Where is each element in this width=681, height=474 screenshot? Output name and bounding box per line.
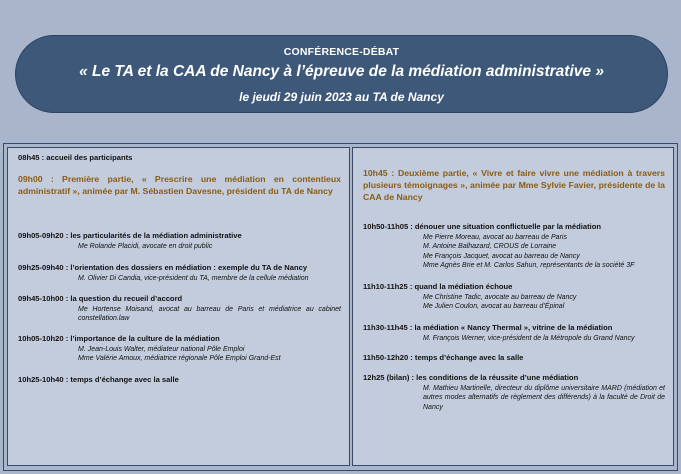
item-speaker: M. Jean-Louis Walter, médiateur national Pôle Emploi xyxy=(78,345,245,353)
program-item xyxy=(363,373,665,412)
program-frame xyxy=(3,143,678,471)
item-title: 11h30-11h45 : la médiation « Nancy Thermal », vitrine de la médiation xyxy=(363,323,613,332)
program-column-morning xyxy=(7,147,350,466)
conference-banner xyxy=(15,35,668,113)
item-title: 12h25 (bilan) : les conditions de la réussite d’une médiation xyxy=(363,373,579,382)
item-title: 09h25-09h40 : l’orientation des dossiers en médiation : exemple du TA de Nancy xyxy=(18,263,308,272)
program-item xyxy=(363,323,665,343)
item-title: 10h50-11h05 : dénouer une situation conflictuelle par la médiation xyxy=(363,222,601,231)
program-column-late-morning xyxy=(352,147,674,466)
item-speaker: M. Mathieu Martinelle, directeur du diplôme universitaire MARD (médiation et autres modes alternatifs de règlement des différends) à la faculté de Droit de Nancy xyxy=(423,384,665,411)
item-speaker: M. Olivier Di Candia, vice-président du TA, membre de la cellule médiation xyxy=(78,274,309,282)
item-speaker: Me Hortense Moisand, avocat au barreau de Paris et médiatrice au cabinet constellation.law xyxy=(78,305,341,322)
item-title: 11h10-11h25 : quand la médiation échoue xyxy=(363,282,513,291)
banner-title: « Le TA et la CAA de Nancy à l’épreuve de la médiation administrative » xyxy=(79,63,604,80)
item-speaker: Me François Jacquet, avocat au barreau de Nancy xyxy=(423,252,580,260)
banner-date: le jeudi 29 juin 2023 au TA de Nancy xyxy=(239,90,444,104)
item-title: 09h05-09h20 : les particularités de la médiation administrative xyxy=(18,231,242,240)
exchange-slot: 11h50-12h20 : temps d’échange avec la salle xyxy=(363,353,524,362)
item-speaker: M. François Werner, vice-président de la Métropole du Grand Nancy xyxy=(423,334,635,342)
exchange-slot: 10h25-10h40 : temps d’échange avec la salle xyxy=(18,375,179,384)
program-item xyxy=(18,334,341,364)
welcome-slot: 08h45 : accueil des participants xyxy=(18,153,133,162)
item-title: 09h45-10h00 : la question du recueil d’accord xyxy=(18,294,183,303)
item-speaker: M. Antoine Balhazard, CROUS de Lorraine xyxy=(423,243,557,250)
item-speaker: Me Christine Tadic, avocate au barreau de Nancy xyxy=(423,293,577,301)
part-one-heading: 09h00 : Première partie, « Prescrire une médiation en contentieux administratif », animée par M. Sébastien Davesne, président du TA de Nancy xyxy=(18,174,341,196)
item-speaker: Me Rolande Placidi, avocate en droit public xyxy=(78,242,213,250)
program-item xyxy=(18,263,341,283)
banner-kicker: CONFÉRENCE-DÉBAT xyxy=(283,46,400,58)
item-speaker: Mme Agnès Brie et M. Carlos Sahun, représentants de la société 3F xyxy=(423,262,635,269)
item-title: 10h05-10h20 : l’importance de la culture de la médiation xyxy=(18,334,220,343)
item-speaker: Me Julien Coulon, avocat au barreau d’Épinal xyxy=(423,303,565,310)
item-speaker: Me Pierre Moreau, avocat au barreau de Paris xyxy=(423,233,567,241)
item-speaker: Mme Valérie Amoux, médiatrice régionale Pôle Emploi Grand-Est xyxy=(78,355,281,362)
program-item xyxy=(363,222,665,271)
program-item xyxy=(18,294,341,324)
program-item xyxy=(363,282,665,312)
program-item xyxy=(18,231,341,251)
part-two-heading: 10h45 : Deuxième partie, « Vivre et faire vivre une médiation à travers plusieurs témoignages », animée par Mme Sylvie Favier, présidente de la CAA de Nancy xyxy=(363,168,665,202)
